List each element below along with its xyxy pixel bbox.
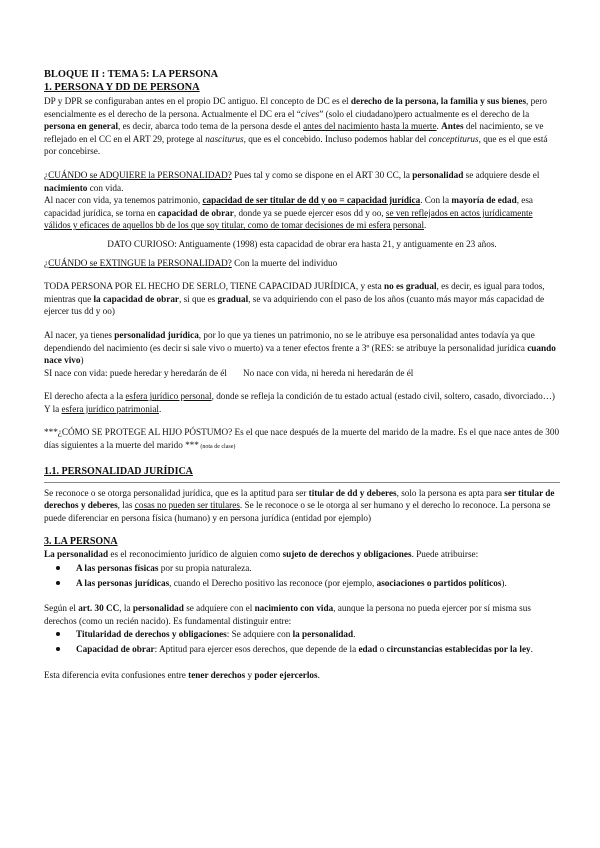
text: , cuando el Derecho positivo las reconoce (por ejemplo, xyxy=(169,577,377,588)
text-italic: cives xyxy=(300,108,320,119)
text: o xyxy=(377,644,387,654)
divider xyxy=(44,482,560,483)
text: , es decir, abarca todo tema de la persona desde el xyxy=(118,121,304,132)
text-bold: Titularidad de derechos y obligaciones xyxy=(76,629,227,640)
class-note: (nota de clase) xyxy=(198,444,236,451)
text: , la xyxy=(119,603,133,614)
text-bold: tener derechos xyxy=(188,669,246,680)
text-underline: antes del nacimiento hasta la muerte xyxy=(303,121,437,132)
text: es el reconocimiento jurídico de alguien como xyxy=(108,549,283,560)
section-heading-personalidad-juridica: 1.1. PERSONALIDAD JURÍDICA xyxy=(44,465,193,477)
text-bold: A las personas físicas xyxy=(76,563,159,574)
text-bold: persona en general xyxy=(44,121,119,132)
text: , que es el que está por concebirse. xyxy=(44,133,548,157)
text: . xyxy=(424,220,427,231)
list-distinguir xyxy=(44,628,560,655)
text-underline: se ven reflejados en actos jurídicamente válidos y eficaces de aquellos bb de los que soy titular, como de tomar decisiones de mi esfera personal xyxy=(44,207,533,231)
text-bold: art. 30 CC xyxy=(78,603,120,614)
text: , esa capacidad jurídica, se torna en xyxy=(44,195,534,218)
paragraph-capacidad-juridica xyxy=(44,280,560,318)
paragraph-art30 xyxy=(44,602,560,627)
text: . Puede atribuirse: xyxy=(411,549,479,560)
text: TODA PERSONA POR EL HECHO DE SERLO, TIENE CAPACIDAD JURÍDICA, y esta xyxy=(44,281,384,292)
text: ). xyxy=(501,577,507,588)
text-bold: A las personas jurídicas xyxy=(76,577,170,588)
text-bold: ser titular de derechos y deberes xyxy=(44,487,555,511)
text: . xyxy=(158,403,162,414)
document-title: BLOQUE II : TEMA 5: LA PERSONA xyxy=(44,69,219,80)
text-bold: la personalidad xyxy=(292,629,354,640)
text: . xyxy=(530,644,533,654)
text-bold: Capacidad de obrar xyxy=(76,644,155,654)
text-underline: esfera jurídico patrimonial xyxy=(61,403,159,414)
text: se adquiere con el xyxy=(183,603,255,614)
section-heading-persona: 1. PERSONA Y DD DE PERSONA xyxy=(44,82,200,93)
text-bold: capacidad de obrar xyxy=(157,207,234,218)
text-bold: derecho de la persona, la familia y sus bienes xyxy=(350,96,527,106)
paragraph-dato-curioso: DATO CURIOSO: Antiguamente (1998) esta capacidad de obrar era hasta 21, y antiguamente en 23 años. xyxy=(107,238,497,249)
text: : Aptitud para ejercer esos derechos, que depende de la xyxy=(154,644,359,654)
text: , aunque la persona no pueda ejercer por sí misma sus derechos (como un recién nacido). Es fundamental distinguir entre: xyxy=(44,603,531,626)
text-bold: personalidad xyxy=(132,603,184,614)
text: y xyxy=(245,669,255,680)
text: , pero esencialmente es el derecho de la persona. Actualmente el DC era el “ xyxy=(44,96,547,119)
text-bold: nacimiento con vida xyxy=(254,603,334,614)
text-bold: La personalidad xyxy=(44,549,109,560)
text: , donde se refleja la condición de tu estado actual (estado civil, soltero, casado, divorciado…) Y la xyxy=(44,391,555,414)
text: . Se le reconoce o se le otorga al ser humano y el derecho lo reconoce. La persona se puede diferenciar en persona física (humano) y en persona jurídica (entidad por ejemplo) xyxy=(44,500,551,523)
paragraph-extingue xyxy=(44,257,560,270)
text: del nacimiento, se ve reflejado en el CC en el ART 29, protege al xyxy=(44,121,544,144)
text: , que es el concebido. Incluso podemos hablar del xyxy=(243,133,429,144)
text-bold: nacimiento xyxy=(44,182,88,193)
paragraph-conclusion xyxy=(44,669,560,682)
list-item xyxy=(76,628,560,641)
text-underline: esfera jurídico personal xyxy=(125,391,212,402)
list-item xyxy=(76,562,560,575)
text-bold: asociaciones o partidos políticos xyxy=(376,577,502,588)
text: , solo la persona es apta para xyxy=(396,487,505,498)
list-item xyxy=(76,577,560,590)
list-item xyxy=(76,643,560,656)
text: se adquiere desde el xyxy=(463,169,540,180)
text-italic: nasciturus xyxy=(205,133,244,144)
text-bold: circunstancias establecidas por la ley xyxy=(386,644,531,654)
section-heading-la-persona: 3. LA PERSONA xyxy=(44,536,118,548)
text: . xyxy=(353,629,356,640)
list-atribucion xyxy=(44,562,560,589)
text: ***¿CÓMO SE PROTEGE AL HIJO PÓSTUMO? Es el que nace después de la muerte del marido de la madre. Es el que nace antes de 300 días siguientes a la muerte del marido *** xyxy=(44,427,560,451)
text: , es decir, es igual para todos, mientras que xyxy=(44,281,545,304)
text: Según el xyxy=(44,603,79,614)
text: , si que es xyxy=(179,293,218,304)
text: Esta diferencia evita confusiones entre xyxy=(44,669,189,680)
text: Con la muerte del individuo xyxy=(231,257,338,268)
paragraph-al-nacer xyxy=(44,329,560,367)
text: DP y DPR se configuraban antes en el propio DC antiguo. El concepto de DC es el xyxy=(44,96,351,106)
text: El derecho afecta a la xyxy=(44,391,126,402)
text: por su propia naturaleza. xyxy=(158,563,252,574)
paragraph-esferas xyxy=(44,390,560,415)
text-bold: gradual xyxy=(217,293,249,304)
question-adquiere: ¿CUÁNDO se ADQUIERE la PERSONALIDAD? xyxy=(44,169,232,180)
text-bold: sujeto de derechos y obligaciones xyxy=(282,549,412,560)
text: . Con la xyxy=(420,195,452,206)
text: Se reconoce o se otorga personalidad jurídica, que es la aptitud para ser xyxy=(44,487,309,498)
text-bold: Antes xyxy=(441,121,464,132)
text: Pues tal y como se dispone en el ART 30 CC, la xyxy=(231,169,413,180)
document-page xyxy=(44,68,560,681)
paragraph-intro xyxy=(44,95,560,158)
paragraph-la-personalidad xyxy=(44,548,560,561)
text: Al nacer, ya tienes xyxy=(44,329,115,340)
text-bold: edad xyxy=(358,644,378,654)
paragraph-hijo-postumo xyxy=(44,426,560,453)
text-underline: cosas no pueden ser titulares xyxy=(134,500,240,511)
paragraph-personalidad-juridica xyxy=(44,487,560,525)
paragraph-nace-vida: SI nace con vida: puede heredar y heredarán de él No nace con vida, ni hereda ni heredarán de él xyxy=(44,367,414,378)
text-italic: conceptiturus xyxy=(428,133,479,144)
text-bold: personalidad xyxy=(412,169,464,180)
text: . xyxy=(317,669,320,680)
text: , donde ya se puede ejercer esos dd y oo, xyxy=(233,207,386,218)
text: ” (solo el ciudadano)pero actualmente es el derecho de la xyxy=(319,108,530,119)
text-bold: mayoría de edad xyxy=(451,195,517,206)
text-bold: personalidad jurídica xyxy=(114,329,199,340)
text: , por lo que ya tienes un patrimonio, no se le atribuye esa personalidad antes todavía ya que dependiendo del nacimiento (es decir si sale vivo o muerto) va a tener efectos frente a 3º (RES: se atribuye la personalidad jurídica xyxy=(44,329,535,353)
text: , las xyxy=(117,500,135,511)
text: . xyxy=(436,121,442,132)
text: : Se adquiere con xyxy=(226,629,293,640)
question-extingue: ¿CUÁNDO se EXTINGUE la PERSONALIDAD? xyxy=(44,257,232,268)
paragraph-capacidad xyxy=(44,194,560,232)
text: ) xyxy=(80,355,84,366)
text-bold: cuando nace vivo xyxy=(44,342,556,366)
paragraph-adquiere xyxy=(44,169,560,194)
text: Al nacer con vida, ya tenemos patrimonio, xyxy=(44,195,203,206)
text-bold: titular de dd y deberes xyxy=(308,487,397,498)
text-bold: la capacidad de obrar xyxy=(93,293,179,304)
text-bold: poder ejercerlos xyxy=(254,669,318,680)
text-bold-underline: capacidad de ser titular de dd y oo = capacidad jurídica xyxy=(202,195,421,206)
text: con vida. xyxy=(87,182,124,193)
text: , se va adquiriendo con el paso de los años (cuanto más mayor más capacidad de ejercer tus dd y oo) xyxy=(44,293,545,317)
text-bold: no es gradual xyxy=(383,281,437,292)
